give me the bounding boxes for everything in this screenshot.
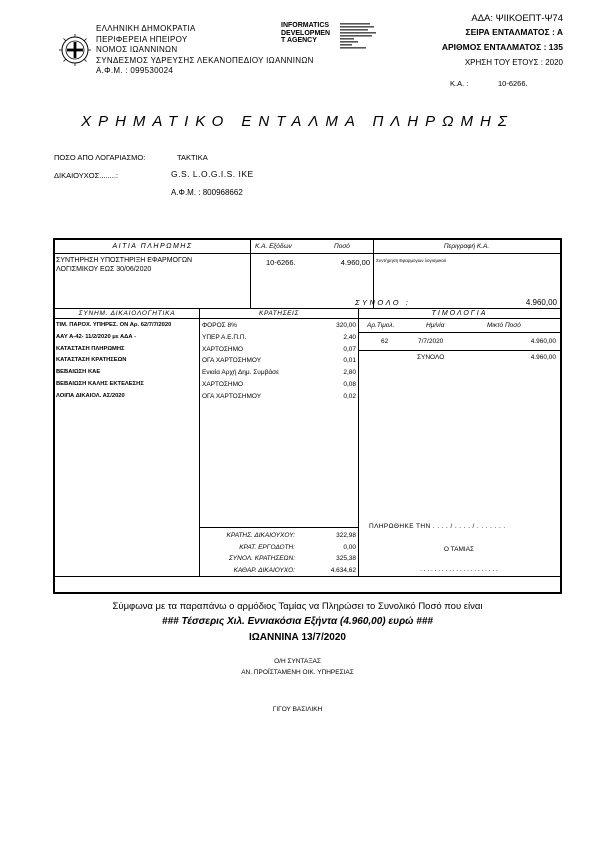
deduction-row bbox=[202, 367, 356, 379]
attachment-item: ΤΙΜ. ΠΑΡΟΧ. ΥΠΗΡΕΣ. ΟΝ Αρ. 62/7/7/2020 bbox=[56, 322, 172, 328]
deduction-label: ΟΓΑ ΧΑΡΤΟΣΗΜΟΥ bbox=[202, 392, 262, 400]
summary-value: 325,38 bbox=[336, 555, 356, 562]
deduction-value: 0,08 bbox=[343, 380, 356, 388]
composer-label: Ο/Η ΣΥΝΤΑΞΑΣ bbox=[274, 658, 321, 665]
account-label: ΠΟΣΟ ΑΠΟ ΛΟΓΑΡΙΑΣΜΟ: bbox=[54, 153, 146, 162]
ka-label: Κ.Α. : bbox=[450, 79, 469, 88]
agency-fine-print bbox=[340, 22, 384, 56]
deduction-value: 0,02 bbox=[343, 392, 356, 400]
summary-row bbox=[200, 530, 356, 542]
cashier-label: Ο ΤΑΜΙΑΣ bbox=[443, 546, 475, 553]
composer-role: ΑΝ. ΠΡΟΪΣΤΑΜΕΝΗ ΟΙΚ. ΥΠΗΡΕΣΙΑΣ bbox=[241, 669, 354, 676]
fiscal-year: ΧΡΗΣΗ ΤΟΥ ΕΤΟΥΣ : 2020 bbox=[464, 58, 563, 67]
header-invoice-date: Ημ/νία bbox=[426, 322, 445, 329]
header-invoice-number: Αρ.Τιμολ. bbox=[367, 322, 395, 329]
summary-row bbox=[200, 553, 356, 565]
payment-cause-line: ΣΥΝΤΗΡΗΣΗ ΥΠΟΣΤΗΡΙΞΗ ΕΦΑΡΜΟΓΩΝ bbox=[56, 257, 193, 264]
deductions-summary bbox=[200, 530, 356, 576]
agency-logo bbox=[281, 22, 330, 45]
place-and-date: ΙΩΑΝΝΙΝΑ 13/7/2020 bbox=[249, 632, 346, 643]
attachment-item: ΛΟΙΠΑ ΔΙΚΑΙΟΛ. ΑΣ/2020 bbox=[56, 392, 125, 399]
summary-label: ΚΡΑΤ. ΕΡΓΟΔΟΤΗ: bbox=[239, 543, 295, 551]
attachment-item: ΚΑΤΑΣΤΑΣΗ ΠΛΗΡΩΜΗΣ bbox=[56, 345, 125, 352]
invoice-amount: 4.960,00 bbox=[530, 338, 556, 345]
deduction-row bbox=[202, 391, 356, 403]
summary-label: ΚΡΑΤΗΣ. ΔΙΚΑΙΟΥΧΟΥ: bbox=[226, 532, 295, 539]
order-header-right bbox=[395, 12, 563, 70]
header-invoice-amount: Μικτό Ποσό bbox=[487, 322, 521, 329]
deduction-label: ΟΓΑ ΧΑΡΤΟΣΗΜΟΥ bbox=[202, 357, 262, 365]
issuer-line: ΝΟΜΟΣ ΙΩΑΝΝΙΝΩΝ bbox=[96, 45, 178, 54]
ka-value: 10-6266. bbox=[498, 79, 528, 88]
issuer-line: ΣΥΝΔΕΣΜΟΣ ΥΔΡΕΥΣΗΣ ΛΕΚΑΝΟΠΕΔΙΟΥ ΙΩΑΝΝΙΝΩΝ bbox=[96, 55, 314, 65]
deduction-value: 320,00 bbox=[336, 322, 356, 329]
beneficiary-afm: Α.Φ.Μ. : 800968662 bbox=[171, 188, 243, 197]
header-amount: Ποσό bbox=[334, 243, 350, 250]
total-value: 4.960,00 bbox=[525, 298, 557, 307]
deduction-value: 2,80 bbox=[343, 369, 356, 377]
agency-line: T AGENCY bbox=[281, 37, 317, 44]
expense-ka-value: 10-6266. bbox=[266, 258, 296, 267]
deduction-row bbox=[202, 344, 356, 356]
order-number: ΑΡΙΘΜΟΣ ΕΝΤΑΛΜΑΤΟΣ : 135 bbox=[441, 42, 563, 52]
deduction-label: ΧΑΡΤΟΣΗΜΟ bbox=[202, 380, 244, 388]
deduction-row bbox=[202, 379, 356, 391]
beneficiary-name: G.S. L.O.G.I.S. IKE bbox=[171, 169, 254, 179]
issuer-line: ΕΛΛΗΝΙΚΗ ΔΗΜΟΚΡΑΤΙΑ bbox=[96, 24, 196, 33]
attachment-item: ΒΕΒΑΙΩΣΗ ΚΑΛΗΣ ΕΚΤΕΛΕΣΗΣ bbox=[56, 380, 144, 387]
deduction-label: ΥΠΕΡ Α.Ε.Π.Π. bbox=[202, 333, 247, 341]
payment-statement: Σύμφωνα με τα παραπάνω ο αρμόδιος Ταμίας να Πληρώσει το Συνολικό Ποσό που είναι bbox=[112, 601, 483, 612]
payment-cause-line: ΛΟΓΙΣΜΙΚΟΥ ΕΩΣ 30/06/2020 bbox=[56, 266, 152, 273]
attachments-list bbox=[56, 320, 171, 403]
summary-row bbox=[200, 565, 356, 577]
summary-label: ΚΑΘΑΡ. ΔΙΚΑΙΟΥΧΟ: bbox=[233, 566, 295, 574]
summary-value: 4.634,62 bbox=[330, 566, 356, 574]
summary-row bbox=[200, 542, 356, 554]
ada-label: ΑΔΑ: ΨΙΙΚΟΕΠΤ-Ψ74 bbox=[471, 13, 563, 24]
invoices-total-value: 4.960,00 bbox=[530, 354, 556, 361]
invoice-number: 62 bbox=[381, 338, 389, 345]
agency-fine-print-icon bbox=[340, 22, 384, 54]
cashier-signature-line: . . . . . . . . . . . . . . . . . . . . . . bbox=[420, 566, 498, 573]
invoices-total-label: ΣΥΝΟΛΟ bbox=[417, 354, 445, 361]
header-attachments: ΣΥΝΗΜ. ΔΙΚΑΙΟΛΟΓΗΤΙΚΑ bbox=[78, 310, 176, 317]
attachment-item: ΚΑΤΑΣΤΑΣΗ ΚΡΑΤΗΣΕΩΝ bbox=[56, 357, 127, 364]
paid-on-line: ΠΛΗΡΩΘΗΚΕ ΤΗΝ . . . . / . . . . / . . . . . . . bbox=[369, 523, 506, 530]
header-deductions: ΚΡΑΤΗΣΕΙΣ bbox=[259, 310, 299, 317]
ka-description-value: Συντήρηση Εφαρμογών λογισμικού bbox=[376, 258, 447, 263]
deduction-value: 0,07 bbox=[343, 345, 356, 353]
invoice-date: 7/7/2020 bbox=[418, 338, 444, 345]
header-invoices: ΤΙΜΟΛΟΓΙΑ bbox=[431, 310, 488, 317]
deduction-row bbox=[202, 332, 356, 344]
account-value: ΤΑΚΤΙΚΑ bbox=[177, 153, 208, 162]
issuer-line: Α.Φ.Μ. : 099530024 bbox=[96, 66, 174, 75]
summary-label: ΣΥΝΟΛ. ΚΡΑΤΗΣΕΩΝ: bbox=[228, 555, 295, 562]
composer-name: ΓΙΓΟΥ ΒΑΣΙΛΙΚΗ bbox=[272, 706, 323, 713]
deduction-value: 0,01 bbox=[343, 357, 356, 365]
deduction-label: ΦΟΡΟΣ 8% bbox=[202, 322, 237, 329]
deduction-label: ΧΑΡΤΟΣΗΜΟ bbox=[202, 345, 244, 353]
issuer-line: ΠΕΡΙΦΕΡΕΙΑ ΗΠΕΙΡΟΥ bbox=[96, 34, 188, 44]
total-label: ΣΥΝΟΛΟ : bbox=[355, 298, 411, 307]
beneficiary-label: ΔΙΚΑΙΟΥΧΟΣ........: bbox=[54, 171, 119, 180]
deductions-list bbox=[202, 320, 356, 403]
amount-value: 4.960,00 bbox=[340, 258, 370, 267]
document-title: ΧΡΗΜΑΤΙΚΟ ΕΝΤΑΛΜΑ ΠΛΗΡΩΜΗΣ bbox=[81, 113, 514, 130]
deduction-row bbox=[202, 320, 356, 332]
deduction-value: 2,40 bbox=[343, 333, 356, 341]
emblem bbox=[58, 33, 92, 67]
agency-line: INFORMATICS bbox=[281, 22, 330, 29]
attachment-item: ΒΕΒΑΙΩΣΗ ΚΑΕ bbox=[56, 369, 101, 376]
attachment-item: ΑΑΥ Α-42- 11/2/2020 με ΑΔΑ - bbox=[56, 333, 137, 340]
amount-in-words: ### Τέσσερις Χιλ. Εννιακόσια Εξήντα (4.960,00) ευρώ ### bbox=[162, 616, 433, 627]
payment-cause-text bbox=[56, 256, 192, 274]
header-expense-ka: Κ.Α. Εξόδων bbox=[255, 243, 292, 250]
deduction-row bbox=[202, 355, 356, 367]
header-payment-cause: ΑΙΤΙΑ ΠΛΗΡΩΜΗΣ bbox=[112, 243, 193, 250]
header-ka-description: Περιγραφή Κ.Α. bbox=[443, 243, 490, 250]
summary-value: 0,00 bbox=[343, 543, 356, 551]
summary-value: 322,98 bbox=[336, 532, 356, 539]
deduction-label: Ενιαία Αρχή Δημ. Συμβάσε bbox=[202, 369, 279, 377]
greek-emblem-icon bbox=[58, 33, 92, 67]
agency-line: DEVELOPMEN bbox=[281, 29, 331, 37]
order-series: ΣΕΙΡΑ ΕΝΤΑΛΜΑΤΟΣ : Α bbox=[465, 27, 563, 37]
